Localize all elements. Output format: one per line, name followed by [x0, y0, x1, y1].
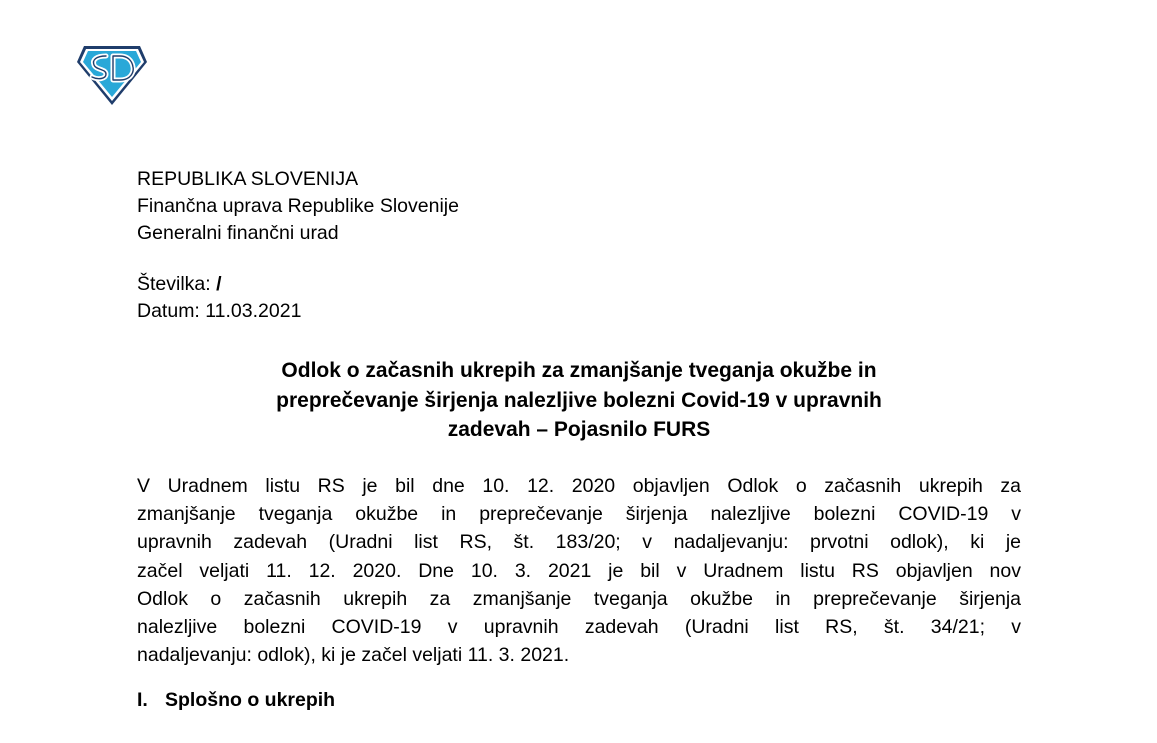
paragraph-line: Odlok o začasnih ukrepih za zmanjšanje tveganja okužbe in preprečevanje širjenja: [137, 587, 1021, 610]
title-line: zadevah – Pojasnilo FURS: [447, 418, 711, 441]
section-title: Splošno o ukrepih: [165, 689, 336, 711]
sd-logo-icon: [76, 44, 148, 106]
paragraph-line: nadaljevanju: odlok), ki je začel veljati 11. 3. 2021.: [137, 644, 570, 667]
paragraph-line: upravnih zadevah (Uradni list RS, št. 183/20; v nadaljevanju: prvotni odlok), ki je: [137, 531, 1021, 554]
paragraph-line: zmanjšanje tveganja okužbe in preprečevanje širjenja nalezljive bolezni COVID-19 v: [137, 503, 1021, 526]
section-number: I.: [137, 689, 148, 711]
paragraph-line: V Uradnem listu RS je bil dne 10. 12. 2020 objavljen Odlok o začasnih ukrepih za: [137, 475, 1021, 497]
document-number-label: Številka:: [137, 273, 217, 295]
issuer-office: Generalni finančni urad: [137, 222, 339, 244]
intro-paragraph: [137, 472, 1021, 669]
issuer-block: [137, 166, 459, 247]
paragraph-line: začel veljati 11. 12. 2020. Dne 10. 3. 2021 je bil v Uradnem listu RS objavljen nov: [137, 559, 1021, 582]
document-title: [137, 356, 1021, 445]
section-heading: [137, 687, 335, 714]
issuer-authority: Finančna uprava Republike Slovenije: [137, 195, 459, 217]
title-line: preprečevanje širjenja nalezljive bolezni Covid-19 v upravnih: [276, 388, 882, 412]
sd-logo: [76, 44, 148, 106]
document-date: Datum: 11.03.2021: [137, 300, 302, 322]
document-number-value: /: [216, 273, 222, 295]
document-number: [137, 271, 301, 298]
issuer-country: REPUBLIKA SLOVENIJA: [137, 168, 359, 190]
paragraph-line: nalezljive bolezni COVID-19 v upravnih zadevah (Uradni list RS, št. 34/21; v: [137, 615, 1021, 638]
document-meta: [137, 271, 301, 325]
title-line: Odlok o začasnih ukrepih za zmanjšanje tveganja okužbe in: [281, 359, 877, 382]
